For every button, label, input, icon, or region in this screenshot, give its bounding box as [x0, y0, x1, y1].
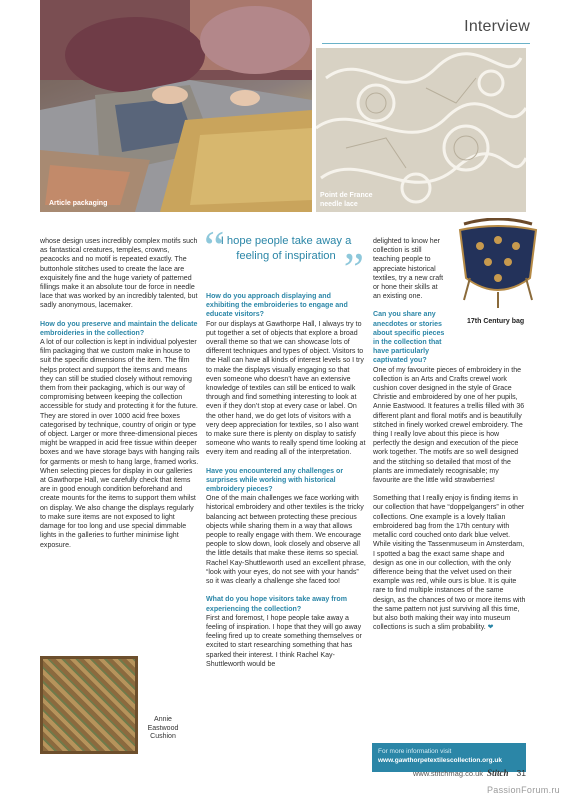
- pull-quote: [204, 221, 364, 294]
- paragraph: delighted to know her collection is still teaching people to appreciate historical textiles, try a new craft or hone their skills at an existing one.: [373, 238, 444, 301]
- paragraph: One of the main challenges we face working with historical embroidery and other textiles is the tricky balancing act between protecting these precious objects while sharing them in a way that allows people to really engage with them. We encourage people to slow down, look closely and observe all the little details that make these items so special. Rachel Kay-Shuttleworth used an excellent phrase, “look with your eyes, do not see with your hands” so it was clearly a challenge she faced too!: [206, 495, 366, 586]
- lace-caption-line2: needle lace: [320, 201, 358, 208]
- lace-photo: [316, 48, 526, 212]
- paragraph: [373, 494, 526, 632]
- heart-icon: ❤: [487, 624, 494, 632]
- watermark: PassionForum.ru: [486, 785, 560, 795]
- column-1: [40, 237, 200, 550]
- footer: [413, 768, 526, 778]
- column-3: [373, 237, 526, 632]
- open-quote-icon: “: [204, 221, 225, 272]
- lace-illustration: [316, 48, 526, 212]
- interview-question: What do you hope visitors take away from experiencing the collection?: [206, 596, 347, 613]
- section-label: Interview: [464, 18, 530, 35]
- interview-question: How do you preserve and maintain the delicate embroideries in the collection?: [40, 320, 198, 337]
- info-link[interactable]: www.gawthorpetextilescollection.org.uk: [378, 757, 503, 764]
- pull-quote-text: I hope people take away a feeling of inspiration: [220, 235, 352, 262]
- bag-caption: 17th Century bag: [467, 318, 525, 325]
- column-2: [206, 292, 366, 669]
- paragraph: A lot of our collection is kept in individual polyester film packaging that we custom make in house to suit the specific dimensions of the item. The film helps protect and support the items and means they can still be studied closely without removing them from their packaging, which is our way of compromising between keeping the collection accessible for study and protecting it for the future. They are stored in over 1000 acid free boxes categorised by technique, country of origin or type of object. Larger or more three-dimensional pieces might be wrapped in acid free tissue within deeper boxes and we have storage bays with hanging rails for garments or mesh to hang large, framed works. When selecting pieces for display in our galleries at Gawthorpe Hall, we carefully check that items are in good enough condition beforehand and create mounts for the items to support them whilst on display. We also change the displays regularly to make sure items are not exposed to light damage for too long and use special dimmable lights in the galleries to further minimise light exposure.: [40, 339, 200, 549]
- interview-question: How do you approach displaying and exhibiting the embroideries to engage and educate visitors?: [206, 293, 348, 319]
- close-quote-icon: ”: [343, 243, 364, 294]
- packaging-photo: [40, 0, 312, 212]
- paragraph: For our displays at Gawthorpe Hall, I always try to put together a set of objects that explore a broad overall theme so that we can showcase lots of different techniques and types of object. Visitors to the Hall can have all kinds of interest levels so I try to make the displays visually engaging so that even someone who doesn’t have an extensive knowledge of textiles can still be enticed to walk through and find something interesting to look at even if they don’t stop at every case or label. On the other hand, we do get lots of visitors with a very deep appreciation for textiles, so I also want to make sure there is plenty on display to satisfy someone who wants to really spend time looking at every item and reading all of the interpretation.: [206, 320, 366, 457]
- packaging-illustration: [40, 0, 312, 212]
- footer-site[interactable]: www.stitchmag.co.uk: [412, 769, 484, 778]
- cushion-photo: [40, 656, 138, 754]
- lace-caption-line1: Point de France: [320, 192, 373, 199]
- cushion-caption-line3: Cushion: [150, 733, 176, 740]
- paragraph: One of my favourite pieces of embroidery in the collection is an Arts and Crafts crewel work cushion cover designed in the style of Grace Christie and embroidered by one of her pupils, Annie Eastwood. It features a trellis filled with 36 different plant and floral motifs and is beautifully stitched in finely worked crewel embroidery. The thing I really love about this piece is how perfectly the design and execution of the piece work together. The motifs are so well designed and the stitching so detailed that most of the plants are immediately recognisable; my favourite are the little wild strawberries!: [373, 366, 525, 485]
- page-number: 31: [516, 768, 526, 778]
- info-label: For more information visit: [378, 748, 452, 755]
- cushion-caption-line2: Eastwood: [147, 724, 179, 732]
- paragraph-text: Something that I really enjoy is finding items in our collection that have “doppelgangers” in other collections. One example is a lovely Italian embroidered bag from the 17th century with metallic cord couched onto dark blue velvet. While visiting the Tassenmuseum in Amsterdam, I spotted a bag the exact same shape and design as one in our collection, with the only difference being that the velvet used on their example was red, while ours is blue. It is quite rare to find multiple instances of the same design, as the chances of two or more items with the same pattern not just surviving all this time, but also both making their way into museum collections is such a slim probability.: [373, 495, 526, 632]
- interview-question: Have you encountered any challenges or surprises while working with historical embroidery pieces?: [206, 467, 344, 494]
- footer-brand: Stitch: [487, 768, 509, 778]
- paragraph: whose design uses incredibly complex motifs such as fantastical creatures, temples, crowns, peacocks and no motif is repeated exactly. The buttonhole stitches used to create the lace are exquisitely fine and the huge variety of patterned fillings make it an absolute tour de force in needle lace that was worked by an incredibly talented, but sadly anonymous, lacemaker.: [40, 238, 198, 310]
- paragraph: First and foremost, I hope people take away a feeling of inspiration. I hope that they will go away feeling fired up to create something themselves or excited to start researching something that has sparked their interest. I think Rachel Kay-Shuttleworth would be: [206, 614, 362, 668]
- cushion-caption: [143, 716, 183, 742]
- header-rule: [322, 43, 530, 44]
- cushion-caption-line1: Annie: [154, 716, 172, 723]
- interview-question-short: Can you share any anecdotes or stories about specific pieces in the collection that have particularly captivated you?: [373, 311, 445, 365]
- packaging-caption: Article packaging: [49, 200, 108, 207]
